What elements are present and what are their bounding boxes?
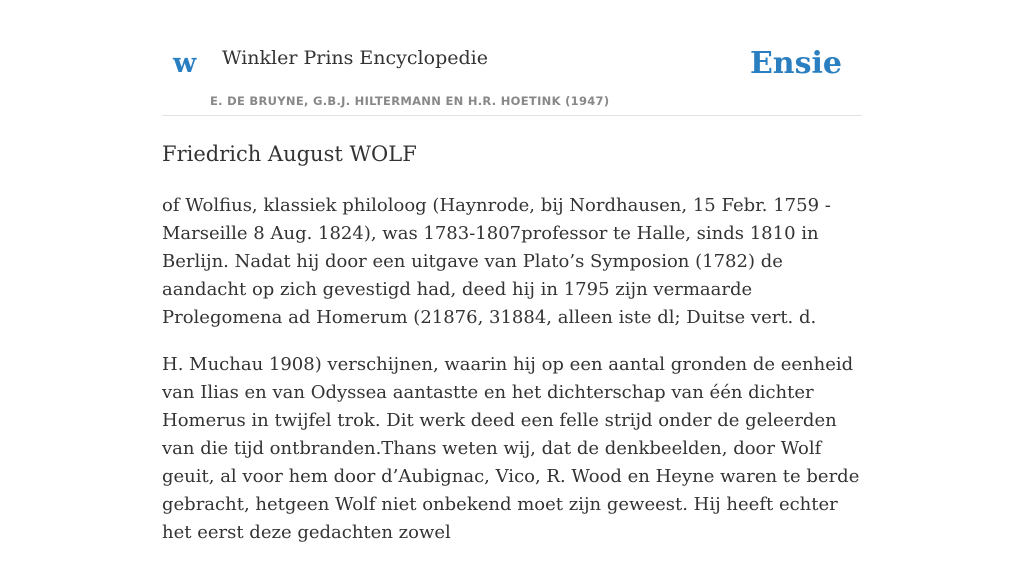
site-header bbox=[162, 0, 862, 116]
article-body bbox=[162, 192, 862, 566]
article-title: Friedrich August WOLF bbox=[162, 142, 417, 166]
site-logo-icon[interactable]: w bbox=[173, 48, 197, 79]
article-paragraph: of Wolfius, klassiek philoloog (Haynrode, bij Nordhausen, 15 Febr. 1759 - Marseille 8 Aug. 1824), was 1783-1807professor te Halle, sinds 1810 in Berlijn. Nadat hij door een uitgave van Plato’s Symposion (1782) de aandacht op zich gevestigd had, deed hij in 1795 zijn vermaarde Prolegomena ad Homerum (21876, 31884, alleen iste dl; Duitse vert. d. bbox=[162, 195, 831, 328]
encyclopedia-title[interactable]: Winkler Prins Encyclopedie bbox=[222, 47, 488, 69]
page-container bbox=[162, 0, 862, 543]
article-paragraph: H. Muchau 1908) verschijnen, waarin hij op een aantal gronden de eenheid van Ilias en van Odyssea aantastte en het dichterschap van één dichter Homerus in twijfel trok. Dit werk deed een felle strijd onder de geleerden van die tijd ontbranden.Thans weten wij, dat de denkbeelden, door Wolf geuit, al voor hem door d’Aubignac, Vico, R. Wood en Heyne waren te berde gebracht, hetgeen Wolf niet onbekend moet zijn geweest. Hij heeft echter het eerst deze gedachten zowel bbox=[162, 354, 860, 543]
encyclopedia-authors: E. DE BRUYNE, G.B.J. HILTERMANN EN H.R. HOETINK (1947) bbox=[210, 94, 610, 108]
ensie-brand-logo[interactable]: Ensie bbox=[749, 46, 842, 81]
